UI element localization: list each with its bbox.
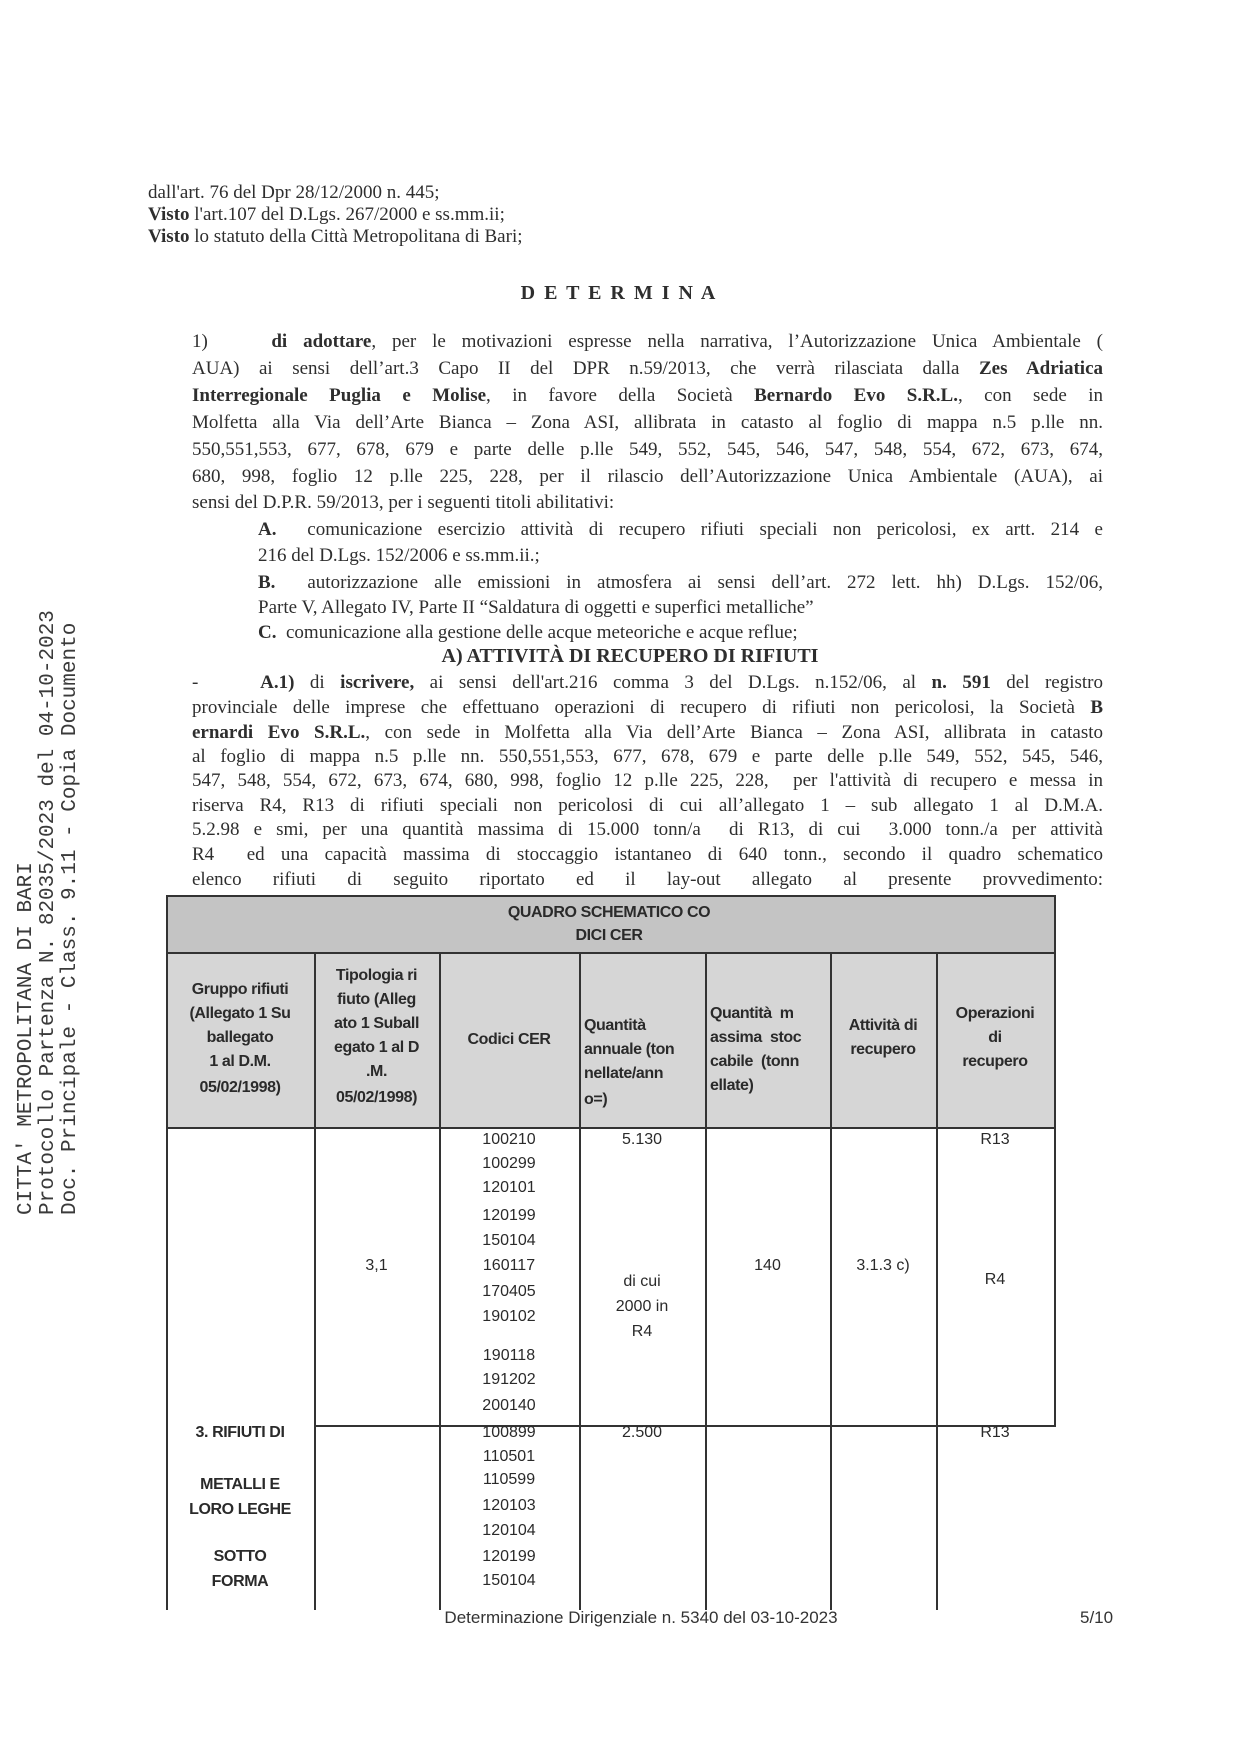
column-header: .M. bbox=[365, 1063, 388, 1080]
cer-code: 120199 bbox=[482, 1548, 536, 1565]
text-line bbox=[192, 794, 1103, 818]
text-line bbox=[192, 330, 1103, 354]
cer-code: 170405 bbox=[482, 1283, 536, 1300]
text-segment: - bbox=[192, 672, 261, 693]
recovery-operation: R13 bbox=[980, 1424, 1010, 1441]
text-line bbox=[192, 868, 1103, 892]
annual-quantity: 5.130 bbox=[621, 1131, 663, 1148]
text-line bbox=[192, 843, 1103, 867]
cer-code: 190102 bbox=[482, 1308, 536, 1325]
bold-text: iscrivere, bbox=[340, 672, 415, 693]
stamp-line: Protocollo Partenza N. 82035/2023 del 04-10-2023 bbox=[37, 610, 60, 1215]
text-segment: Molfetta alla Via dell’Arte Bianca – Zona ASI, allibrata in catasto al foglio di mappa n.5 p.lle nn. bbox=[192, 412, 1103, 433]
cer-code: 110501 bbox=[482, 1448, 536, 1465]
column-header: ato 1 Suball bbox=[334, 1015, 419, 1032]
column-header: Gruppo rifiuti bbox=[191, 981, 289, 998]
text-segment: comunicazione alla gestione delle acque meteoriche e acque reflue; bbox=[276, 622, 798, 643]
text-segment: dall'art. 76 del Dpr 28/12/2000 n. 445; bbox=[148, 182, 440, 203]
bold-text: di adottare bbox=[271, 331, 372, 352]
cer-code: 100899 bbox=[482, 1424, 536, 1441]
cer-code: 110599 bbox=[482, 1471, 536, 1488]
cer-code: 150104 bbox=[482, 1232, 536, 1249]
bold-text: Interregionale Puglia e Molise bbox=[192, 385, 487, 406]
column-header: egato 1 al D bbox=[333, 1039, 420, 1056]
group-label: SOTTO bbox=[213, 1548, 267, 1565]
column-header: assima stoc bbox=[710, 1029, 802, 1046]
cer-code: 120101 bbox=[482, 1179, 536, 1196]
text-segment: autorizzazione alle emissioni in atmosfera ai sensi dell’art. 272 lett. hh) D.Lgs. 152/06, bbox=[275, 572, 1103, 593]
text-line bbox=[192, 745, 1103, 769]
annual-quantity: 2.500 bbox=[621, 1424, 663, 1441]
bold-text: ernardi Evo S.R.L. bbox=[192, 722, 366, 743]
bold-text: A.1) bbox=[260, 672, 295, 693]
text-segment: , con sede in bbox=[957, 385, 1103, 406]
stamp-line: CITTA' METROPOLITANA DI BARI bbox=[15, 862, 38, 1215]
text-segment: , in favore della Società bbox=[486, 385, 755, 406]
text-segment: 1) bbox=[192, 331, 272, 352]
text-segment: R4 ed una capacità massima di stoccaggio istantaneo di 640 tonn., secondo il quadro schematico bbox=[192, 844, 1103, 865]
column-header: 1 al D.M. bbox=[209, 1053, 271, 1070]
table-border bbox=[166, 1127, 1054, 1129]
text-line bbox=[258, 621, 1103, 645]
text-segment: al foglio di mappa n.5 p.lle nn. 550,551,553, 677, 678, 679 e parte delle p.lle 549, 552, 545, 546, bbox=[192, 746, 1103, 767]
bold-text: B bbox=[1090, 697, 1103, 718]
column-header: recupero bbox=[850, 1041, 916, 1058]
stamp-line: Doc. Principale - Class. 9.11 - Copia Documento bbox=[59, 622, 82, 1215]
column-header: ellate) bbox=[710, 1077, 754, 1094]
text-segment: 550,551,553, 677, 678, 679 e parte delle p.lle 549, 552, 545, 546, 547, 548, 554, 672, 673, 674, bbox=[192, 439, 1103, 460]
annual-quantity: 2000 in bbox=[615, 1298, 669, 1315]
group-label: 3. RIFIUTI DI bbox=[195, 1424, 285, 1441]
text-segment: di bbox=[294, 672, 341, 693]
text-line bbox=[258, 596, 1103, 620]
column-header: 05/02/1998) bbox=[199, 1079, 281, 1096]
table-border bbox=[166, 895, 1054, 897]
determina-heading: D E T E R M I N A bbox=[520, 282, 718, 304]
annual-quantity: R4 bbox=[631, 1323, 653, 1340]
text-line bbox=[192, 411, 1103, 435]
cer-code: 160117 bbox=[482, 1257, 536, 1274]
section-heading: A) ATTIVITÀ DI RECUPERO DI RIFIUTI bbox=[441, 645, 819, 667]
text-segment: 547, 548, 554, 672, 673, 674, 680, 998, foglio 12 p.lle 225, 228, per l'attività di recupero e messa in bbox=[192, 770, 1103, 791]
cer-code: 200140 bbox=[482, 1397, 536, 1414]
text-line bbox=[192, 671, 1103, 695]
bold-text: Bernardo Evo S.R.L. bbox=[754, 385, 958, 406]
bold-text: Zes Adriatica bbox=[979, 358, 1103, 379]
text-line bbox=[192, 384, 1103, 408]
bold-text: Visto bbox=[148, 226, 190, 247]
table-title: DICI CER bbox=[575, 927, 643, 944]
cer-code: 190118 bbox=[482, 1347, 536, 1364]
group-label: FORMA bbox=[211, 1573, 269, 1590]
group-label: METALLI E bbox=[200, 1476, 280, 1493]
text-line bbox=[258, 571, 1103, 595]
cer-code: 100210 bbox=[482, 1131, 536, 1148]
protocol-stamp bbox=[16, 575, 82, 1215]
table-border bbox=[314, 1425, 1054, 1427]
column-header: cabile (tonn bbox=[710, 1053, 800, 1070]
text-segment: del registro bbox=[990, 672, 1103, 693]
column-header: ballegato bbox=[206, 1029, 274, 1046]
text-segment: elenco rifiuti di seguito riportato ed il lay-out allegato al presente provvedimento: bbox=[192, 869, 1103, 890]
text-line bbox=[148, 225, 1103, 249]
table-border bbox=[830, 952, 832, 1610]
tipologia-cell: 3,1 bbox=[365, 1257, 388, 1274]
cer-code: 191202 bbox=[482, 1371, 536, 1388]
text-line bbox=[192, 721, 1103, 745]
column-header: di bbox=[988, 1029, 1002, 1046]
column-header: annuale (ton bbox=[584, 1041, 675, 1058]
column-header: Tipologia ri bbox=[335, 967, 418, 984]
text-segment: lo statuto della Città Metropolitana di Bari; bbox=[189, 226, 523, 247]
text-line bbox=[258, 544, 1103, 568]
cer-code: 120103 bbox=[482, 1497, 536, 1514]
bold-text: B. bbox=[258, 572, 276, 593]
table-border bbox=[314, 952, 316, 1610]
column-header: Operazioni bbox=[955, 1005, 1035, 1022]
text-segment: provinciale delle imprese che effettuano operazioni di recupero di rifiuti non pericolosi, la Società bbox=[192, 697, 1091, 718]
text-segment: comunicazione esercizio attività di recupero rifiuti speciali non pericolosi, ex artt. 214 e bbox=[276, 519, 1103, 540]
annual-quantity: di cui bbox=[623, 1273, 661, 1290]
text-segment: riserva R4, R13 di rifiuti speciali non pericolosi di cui all’allegato 1 – sub allegato 1 al D.M.A. bbox=[192, 795, 1103, 816]
column-header: o=) bbox=[584, 1091, 608, 1108]
footer-text: Determinazione Dirigenziale n. 5340 del 03-10-2023 bbox=[444, 1608, 838, 1627]
text-line bbox=[258, 518, 1103, 542]
text-segment: , per le motivazioni espresse nella narrativa, l’Autorizzazione Unica Ambientale ( bbox=[371, 331, 1103, 352]
column-header: (Allegato 1 Su bbox=[189, 1005, 291, 1022]
text-line bbox=[148, 203, 1103, 227]
cer-code: 100299 bbox=[482, 1155, 536, 1172]
text-line bbox=[192, 465, 1103, 489]
text-segment: AUA) ai sensi dell’art.3 Capo II del DPR n.59/2013, che verrà rilasciata dalla bbox=[192, 358, 979, 379]
text-line bbox=[192, 696, 1103, 720]
bold-text: Visto bbox=[148, 204, 190, 225]
table-border bbox=[166, 895, 168, 1610]
column-header: Quantità bbox=[584, 1017, 646, 1034]
recovery-operation: R13 bbox=[980, 1131, 1010, 1148]
bold-text: C. bbox=[258, 622, 277, 643]
table-border bbox=[439, 952, 441, 1610]
recovery-activity: 3.1.3 c) bbox=[856, 1257, 910, 1274]
text-line bbox=[192, 357, 1103, 381]
cer-code: 150104 bbox=[482, 1572, 536, 1589]
text-line bbox=[192, 818, 1103, 842]
text-segment: 216 del D.Lgs. 152/2006 e ss.mm.ii.; bbox=[258, 545, 540, 566]
column-header: recupero bbox=[962, 1053, 1028, 1070]
bold-text: n. 591 bbox=[931, 672, 991, 693]
table-border bbox=[579, 952, 581, 1610]
text-segment: , con sede in Molfetta alla Via dell’Arte Bianca – Zona ASI, allibrata in catasto bbox=[365, 722, 1103, 743]
text-segment: 5.2.98 e smi, per una quantità massima di 15.000 tonn/a di R13, di cui 3.000 tonn./a per attività bbox=[192, 819, 1103, 840]
column-header: Codici CER bbox=[467, 1031, 551, 1048]
text-line bbox=[192, 491, 1103, 515]
column-header: Attività di bbox=[848, 1017, 918, 1034]
text-line bbox=[192, 769, 1103, 793]
column-header: Quantità m bbox=[710, 1005, 794, 1022]
text-segment: l'art.107 del D.Lgs. 267/2000 e ss.mm.ii; bbox=[189, 204, 505, 225]
table-border bbox=[705, 952, 707, 1610]
recovery-operation: R4 bbox=[984, 1271, 1006, 1288]
text-line bbox=[148, 181, 1103, 205]
table-title: QUADRO SCHEMATICO CO bbox=[507, 904, 711, 921]
text-segment: ai sensi dell'art.216 comma 3 del D.Lgs. n.152/06, al bbox=[414, 672, 932, 693]
storage-quantity: 140 bbox=[754, 1257, 781, 1274]
text-line bbox=[192, 438, 1103, 462]
table-border bbox=[1054, 895, 1056, 1427]
text-segment: sensi del D.P.R. 59/2013, per i seguenti titoli abilitativi: bbox=[192, 492, 615, 513]
text-segment: Parte V, Allegato IV, Parte II “Saldatura di oggetti e superfici metalliche” bbox=[258, 597, 814, 618]
column-header: fiuto (Alleg bbox=[337, 991, 416, 1008]
bold-text: A. bbox=[258, 519, 277, 540]
cer-code: 120199 bbox=[482, 1207, 536, 1224]
cer-code: 120104 bbox=[482, 1522, 536, 1539]
column-header: nellate/ann bbox=[584, 1065, 664, 1082]
text-segment: 680, 998, foglio 12 p.lle 225, 228, per il rilascio dell’Autorizzazione Unica Ambientale (AUA), ai bbox=[192, 466, 1103, 487]
page-number: 5/10 bbox=[1080, 1608, 1114, 1627]
group-label: LORO LEGHE bbox=[189, 1501, 291, 1518]
table-border bbox=[936, 952, 938, 1610]
table-border bbox=[166, 952, 1054, 954]
column-header: 05/02/1998) bbox=[335, 1089, 418, 1106]
table-header-band bbox=[166, 952, 1054, 1127]
